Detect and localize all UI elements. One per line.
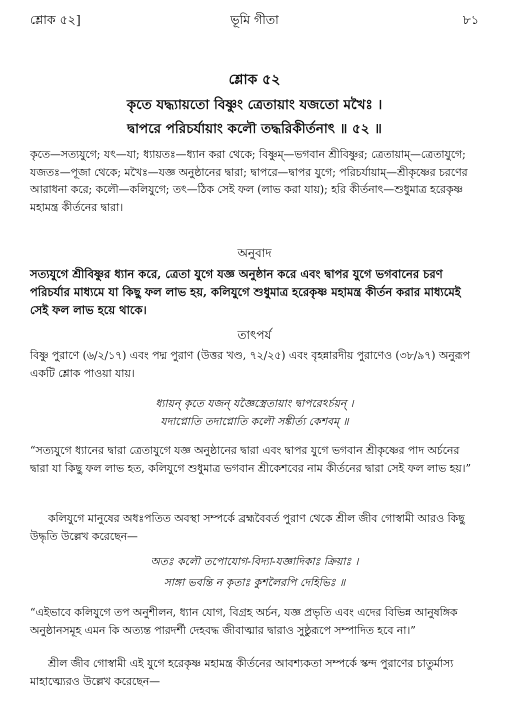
- running-header-title: ভূমি গীতা: [230, 12, 279, 27]
- quote-1-line-1: ধ্যায়ন্ কৃতে যজন্ যজ্ঞৈস্ত্রেতায়াং দ্বাপরেঽর্চয়ন্ ।: [155, 397, 354, 410]
- page-number: ৮১: [462, 12, 479, 27]
- sloka-verse-line-1: কৃতে যদ্ধ্যায়তো বিষ্ণুং ত্রেতায়াং যজতো মখৈঃ ।: [126, 97, 383, 113]
- translation-text: সত্যযুগে শ্রীবিষ্ণুর ধ্যান করে, ত্রেতা যুগে যজ্ঞ অনুষ্ঠান করে এবং দ্বাপর যুগে ভগবানের চরণ পরিচর্যার মাধ্যমে যা কিছু ফল লাভ হয়, কলিযুগে শুধুমাত্র হরেকৃষ্ণ মহামন্ত্র কীর্তন করার মাধ্যমেই সেই ফল লাভ হয়ে থাকে।: [30, 267, 461, 317]
- quote-2-line-1: অতঃ কলৌ তপোযোগ-বিদ্যা-যজ্ঞাদিকাঃ ক্রিয়াঃ ।: [150, 555, 359, 568]
- translation-heading: অনুবাদ: [237, 246, 272, 260]
- purport-paragraph-2: “সত্যযুগে ধ্যানের দ্বারা ত্রেতাযুগে যজ্ঞ অনুষ্ঠানের দ্বারা এবং দ্বাপর যুগে ভগবান শ্রীকৃষ্ণের পাদ অর্চনের দ্বারা যা কিছু ফল লাভ হত, কলিযুগে শুধুমাত্র ভগবান শ্রীকেশবের নাম কীর্তনের দ্বারা সেই ফল লাভ হয়।”: [30, 444, 472, 475]
- purport-paragraph-1: বিষ্ণু পুরাণে (৬/২/১৭) এবং পদ্ম পুরাণ (উত্তর খণ্ড, ৭২/২৫) এবং বৃহন্নারদীয় পুরাণেও (৩৮/৯৭) অনুরূপ একটি শ্লোক পাওয়া যায়।: [30, 349, 470, 380]
- quote-1-line-2: যদাপ্নোতি তদাপ্নোতি কলৌ সঙ্কীর্ত্য কেশবম্ ॥: [160, 415, 349, 428]
- running-header-left: শ্লোক ৫২]: [30, 12, 81, 27]
- sloka-verse-line-2: দ্বাপরে পরিচর্যায়াং কলৌ তদ্ধরিকীর্তনাৎ ॥ ৫২ ॥: [127, 121, 382, 137]
- sloka-heading: শ্লোক ৫২: [228, 72, 281, 88]
- word-synonyms: কৃতে—সত্যযুগে; যৎ—যা; ধ্যায়তঃ—ধ্যান করা থেকে; বিষ্ণুম্—ভগবান শ্রীবিষ্ণুর; ত্রেতায়াম্—ত্রেতাযুগে; যজতঃ—পূজা থেকে; মখৈঃ—যজ্ঞ অনুষ্ঠানের দ্বারা; দ্বাপরে—দ্বাপর যুগে; পরিচর্যায়াম্—শ্রীকৃষ্ণের চরণের আরাধনা করে; কলৌ—কলিযুগে; তৎ—ঠিক সেই ফল (লাভ করা যায়); হরি কীর্তনাৎ—শুধুমাত্র হরেকৃষ্ণ মহামন্ত্র কীর্তনের দ্বারা।: [30, 148, 468, 214]
- purport-paragraph-3: কলিযুগে মানুষের অধঃপতিত অবস্থা সম্পর্কে ব্রহ্মবৈবর্ত পুরাণ থেকে শ্রীল জীব গোস্বামী আরও কিছু উদ্ধৃতি উল্লেখ করেছেন—: [30, 512, 465, 543]
- purport-heading: তাৎপর্য: [237, 328, 272, 342]
- purport-paragraph-5: শ্রীল জীব গোস্বামী এই যুগে হরেকৃষ্ণ মহামন্ত্র কীর্তনের আবশ্যকতা সম্পর্কে স্কন্দ পুরাণের চাতুর্মাস্য মাহাত্ম্যেরও উল্লেখ করেছেন—: [30, 657, 454, 688]
- quote-2-line-2: সাঙ্গা ভবন্তি ন কৃতাঃ কুশলৈরপি দেহিভিঃ ॥: [163, 576, 346, 589]
- purport-paragraph-4: “এইভাবে কলিযুগে তপ অনুশীলন, ধ্যান যোগ, বিগ্রহ অর্চন, যজ্ঞ প্রভৃতি এবং এদের বিভিন্ন আনুষঙ্গিক অনুষ্ঠানসমূহ এমন কি অত্যন্ত পারদর্শী দেহবদ্ধ জীবাত্মার দ্বারাও সুষ্ঠুরূপে সম্পাদিত হবে না।”: [30, 606, 458, 637]
